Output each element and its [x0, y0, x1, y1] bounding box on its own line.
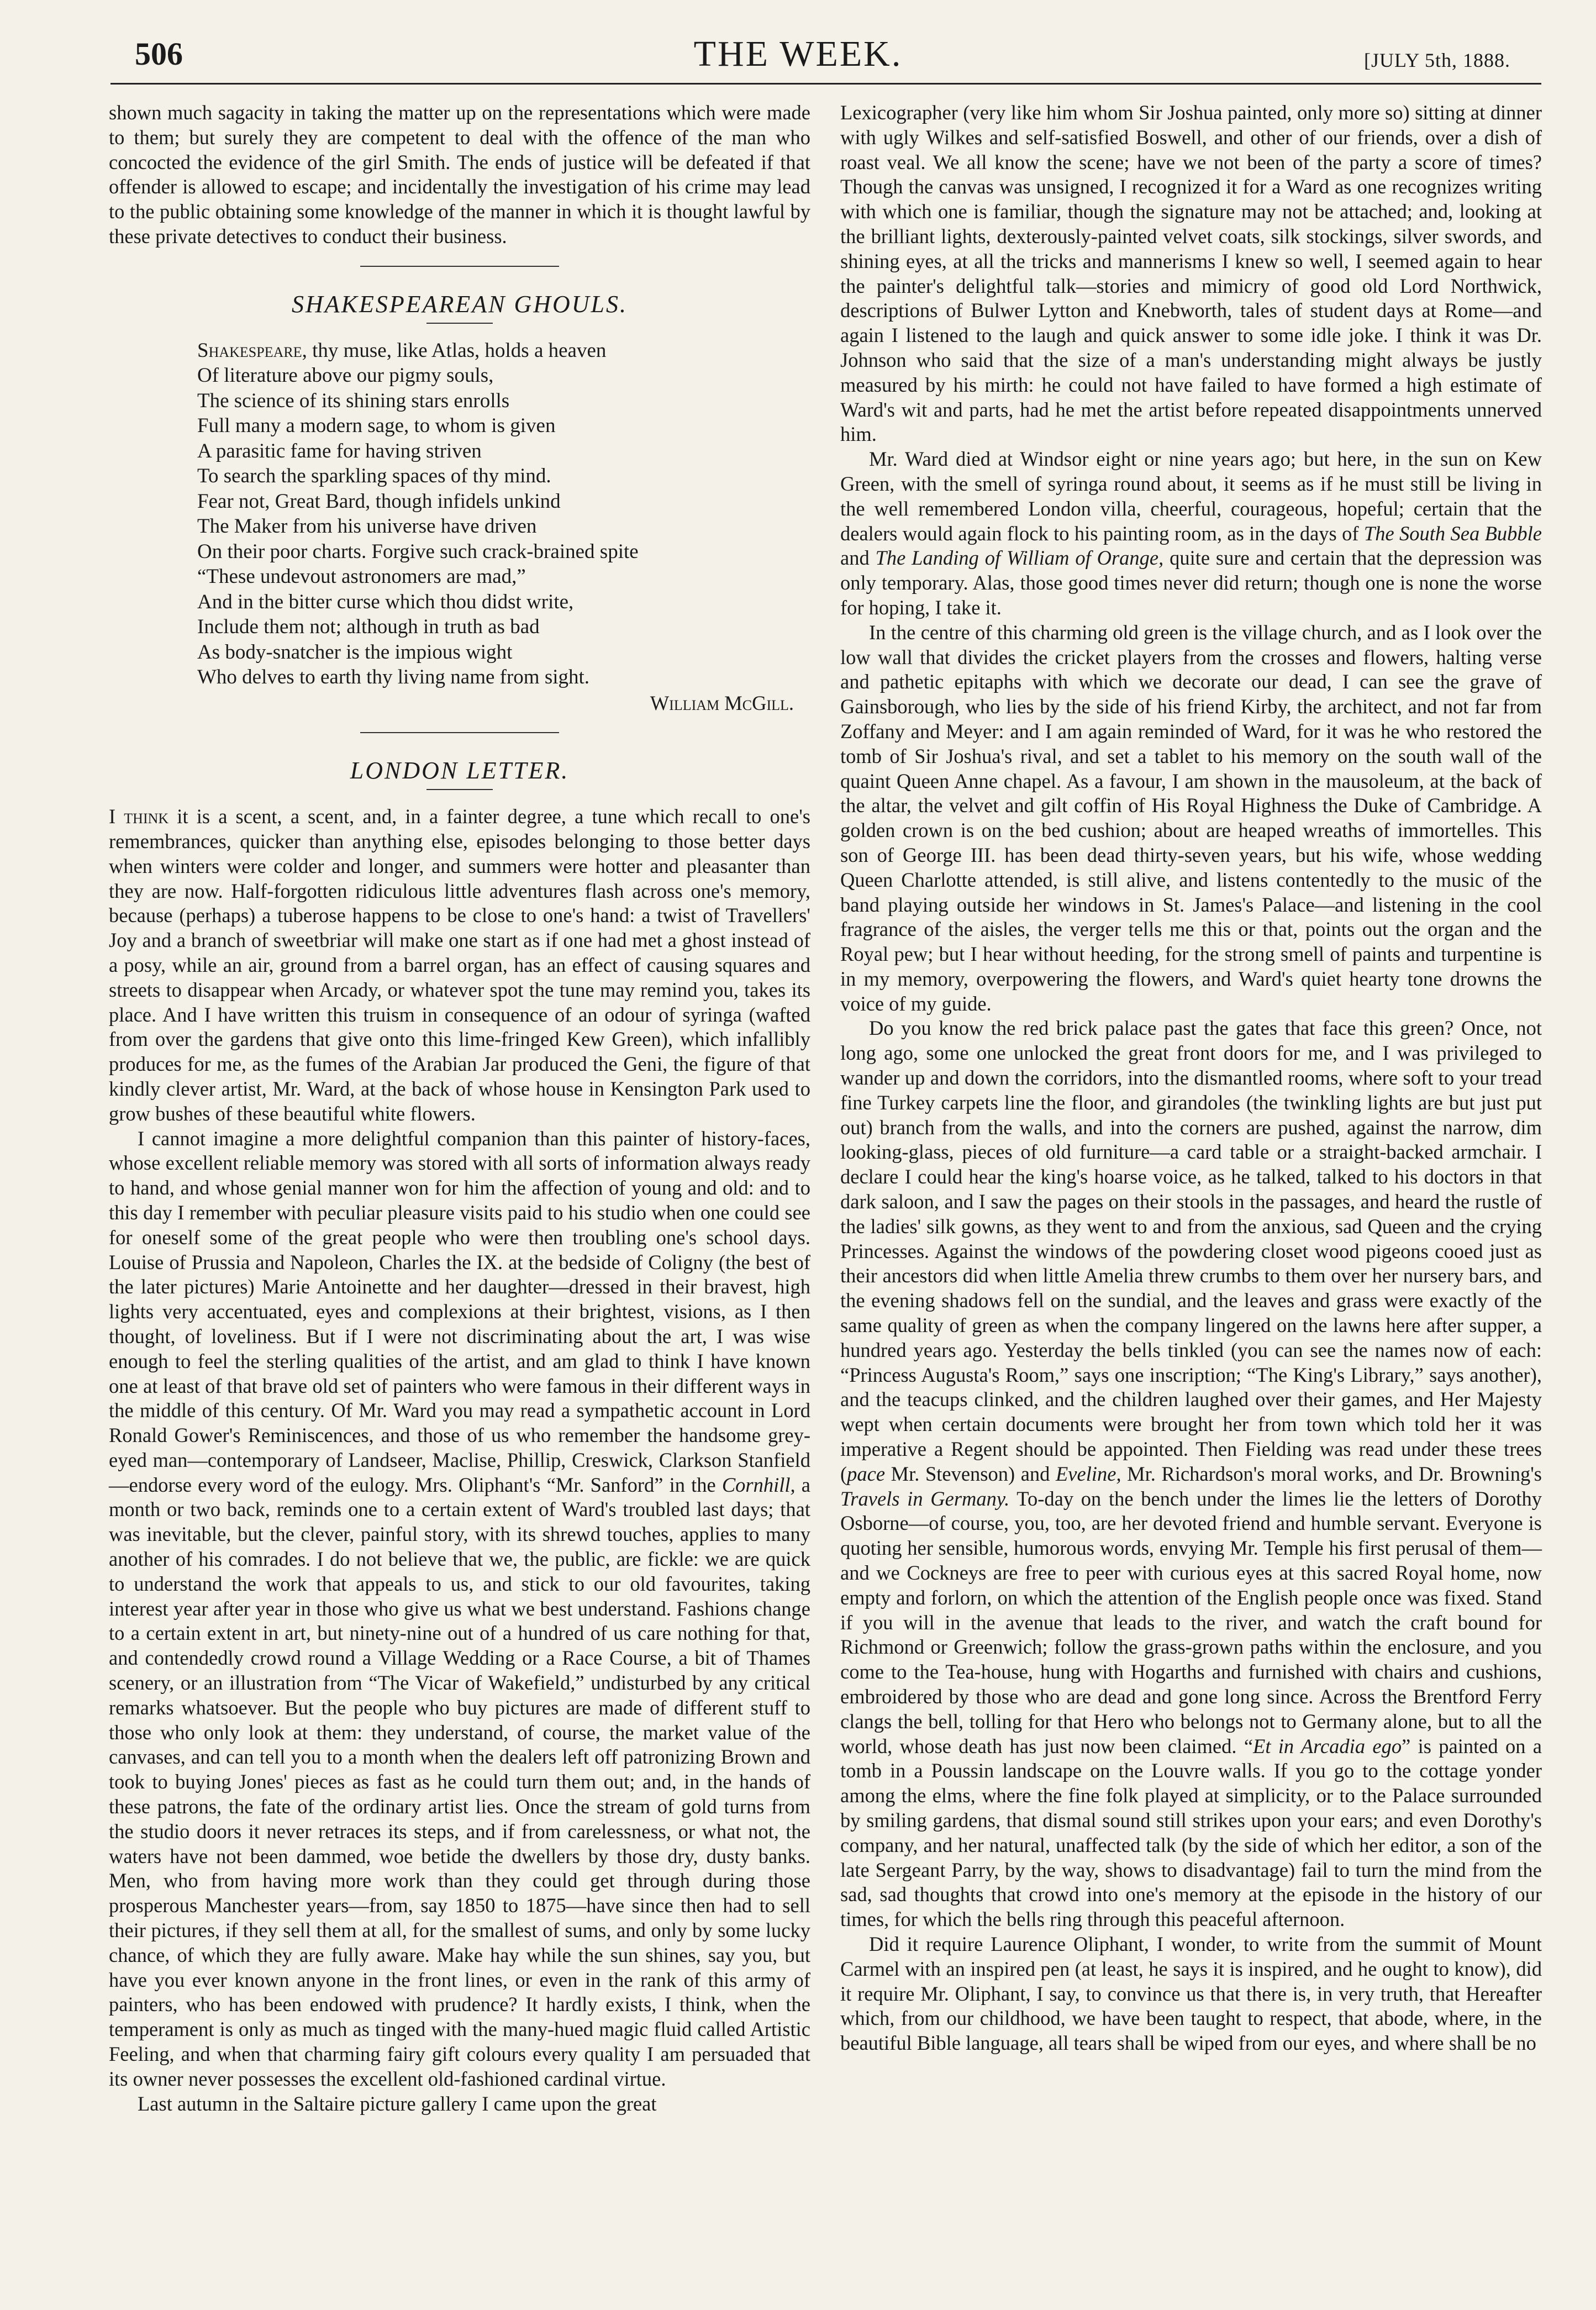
letter-paragraph: Did it require Laurence Oliphant, I wonder, to write from the summit of Mount Carmel with an inspired pen (at least, he says it is inspired, and he ought to know), did it require Mr. Oliphant, I say, to convince us that there is, in very truth, that Hereafter which, from our childhood, we have been taught to respect, that abode, where, in the beautiful Bible language, all tears shall be wiped from our eyes, and where shall be no — [840, 1932, 1542, 2055]
poem-line: “These undevout astronomers are mad,” — [197, 565, 526, 588]
letter-paragraph — [109, 1127, 810, 2092]
letter-text: Mr. Stevenson) and — [885, 1462, 1056, 1485]
header-rule — [110, 83, 1541, 85]
masthead: THE WEEK. — [693, 34, 903, 74]
poem-line — [197, 338, 810, 364]
letter-text: To-day on the bench under the limes lie the letters of Dorothy Osborne—of course, you, too, are her devoted friend and humble servant. Everyone is quoting her sensible, humorous words, envying Mr. Temple his first perusal of them—and we Cockneys are free to peer with curious eyes at this sacred Royal home, now empty and forlorn, on which the attention of the English people once was fixed. Stand if you will in the avenue that leads to the river, and watch the craft bound for Richmond or Greenwich; follow the grass-grown paths within the enclosure, and you come to the Tea-house, hung with Hogarths and furnished with chairs and cushions, embroidered by those who are dead and gone long since. Across the Brentford Ferry clangs the bell, tolling for that Hero who belongs not to Germany alone, but to all the world, whose death has just now been claimed. “ — [840, 1487, 1542, 1758]
letter-paragraph: In the centre of this charming old green is the village church, and as I look over the low wall that divides the cricket players from the crosses and flowers, halting verse and pathetic epitaphs with which we decorate our dead, I can see the grave of Gainsborough, who lies by the side of his friend Kirby, the architect, and not far from Zoffany and Meyer: and I am again reminded of Ward, for it was he who restored the tomb of Sir Joshua's rival, and set a tablet to his memory on the south wall of the quaint Queen Anne chapel. As a favour, I am shown in the mausoleum, at the back of the altar, the velvet and gilt coffin of His Royal Highness the Duke of Cambridge. A golden crown is on the bed cushion; about are heaped wreaths of immortelles. This son of George III. has been dead thirty-seven years, but his wife, whose wedding Queen Charlotte attended, is still alive, and listens contentedly to the music of the band playing outside her windows in St. James's Palace—and listening in the cool fragrance of the aisles, the verger tells me this or that, points out the organ and the Royal pew; but I hear without heeding, for the strong smell of paints and turpentine is in my memory, overpowering the flowers, and Ward's quiet hearty tone drowns the voice of my guide. — [840, 620, 1542, 1015]
poem-line: The Maker from his universe have driven — [197, 515, 537, 538]
letter-text: it is a scent, a scent, and, in a fainter degree, a tune which recall to one's remembrances, quicker than anything else, episodes belonging to those better days when winters were colder and longer, and summers were hotter and pleasanter than they are now. Half-forgotten ridiculous little adventures flash across one's memory, because (perhaps) a tuberose happens to be close to one's hand: a twist of Travellers' Joy and a branch of sweetbriar will make one start as if one had met a ghost instead of a posy, while an air, ground from a barrel organ, has an effect of causing squares and streets to disappear when Arcady, or whatever spot the tune may remind you, takes its place. And I have written this truism in consequence of an odour of syringa (wafted from over the gardens that give onto this lime-fringed Kew Green), which infallibly produces for me, as the fumes of the Arabian Jar produced the Geni, the figure of that kindly clever artist, Mr. Ward, at the back of whose house in Kensington Park used to grow bushes of these beautiful white flowers. — [109, 805, 810, 1125]
letter-paragraph — [840, 447, 1542, 620]
poem-line: Who delves to earth thy living name from sight. — [197, 666, 590, 689]
poem-line: Fear not, Great Bard, though infidels unkind — [197, 490, 561, 513]
painting-title: The Landing of William of Orange, — [875, 546, 1164, 570]
letter-paragraph — [109, 804, 810, 1126]
poem-first-line-rest: thy muse, like Atlas, holds a heaven — [307, 339, 607, 362]
poem-line: To search the sparkling spaces of thy mind. — [197, 465, 551, 488]
italic-term: pace — [847, 1462, 886, 1485]
title-rule — [426, 323, 493, 324]
poem-line: As body-snatcher is the impious wight — [197, 640, 513, 664]
letter-text: a month or two back, reminds one to a certain extent of Ward's troubled last days; that was inevitable, but the clever, painful story, with its shrewd touches, applies to many another of his comrades. I do not believe that we, the public, are fickle: we are quick to understand the work that appeals to us, and stick to our old favourites, taking interest year after year in those who give us what we best understand. Fashions change to a certain extent in art, but ninety-nine out of a hundred of us care nothing for that, and contendedly crowd round a Village Wedding or a Race Course, a bit of Thames scenery, or an illustration from “The Vicar of Wakefield,” undisturbed by any critical remarks whatsoever. But the people who buy pictures are made of different stuff to those who only look at them: they understand, of course, the market value of the canvases, and can tell you to a month when the dealers left off patronizing Brown and took to buying Jones' pieces as fast as he could turn them out; and, in the hands of these patrons, the fate of the ordinary artist lies. Once the stream of gold turns from the studio doors it never retraces its steps, and if from carelessness, or what not, the waters have not been dammed, woe betide the dwellers by those dry, dusty banks. Men, who from having more work than they could get through during those prosperous Manchester years—from, say 1850 to 1875—have since then had to sell their pictures, if they sell them at all, for the smallest of sums, and only by some lucky chance, of which they are fully aware. Make hay while the sun shines, say you, but have you ever known anyone in the front lines, or even in the rank of this army of painters, who has been endowed with prudence? It hardly exists, I think, when the temperament is only as much as tinged with the many-hued magic fluid called Artistic Feeling, and when that charming fairy gift colours every quality I am persuaded that its owner never possesses the excellent old-fashioned cardinal virtue. — [109, 1473, 810, 2090]
letter-text: and — [840, 546, 876, 570]
poem-line: Full many a modern sage, to whom is given — [197, 414, 556, 438]
poem-line: Of literature above our pigmy souls, — [197, 364, 494, 387]
book-title: Eveline, — [1056, 1462, 1121, 1485]
letter-text: ” is painted on a tomb in a Poussin landscape on the Louvre walls. If you go to the cottage yonder among the elms, where the fine folk played at simplicity, or to the Palace surrounded by smiling gardens, that dismal sound still strikes upon your ears; and even Dorothy's company, and her natural, unaffected talk (by the side of which her editor, a son of the late Sergeant Parry, by the way, shows to disadvantage) fail to turn the mind from the sad, sad thoughts that crowd into one's memory at the episode in the history of our times, for which the bells ring through this peaceful afternoon. — [840, 1734, 1542, 1931]
title-rule — [426, 789, 493, 790]
letter-text: quite sure and certain that the depression was only temporary. Alas, those good times never did return; though one is none the worse for hoping, I take it. — [840, 546, 1542, 619]
letter-paragraph: Last autumn in the Saltaire picture gallery I came upon the great — [138, 2092, 657, 2115]
letter-paragraph: Lexicographer (very like him whom Sir Joshua painted, only more so) sitting at dinner with ugly Wilkes and self-satisfied Boswell, and other of our friends, over a dish of roast veal. We all know the scene; have we not been of the party a score of times? Though the canvas was unsigned, I recognized it for a Ward as one recognizes writing with which one is familiar, though the signature may not be attached; and, looking at the brilliant lights, dexterously-painted velvet coats, silk stockings, silver swords, and shining eyes, at all the tricks and mannerisms I knew so well, I seemed again to hear the painter's delightful talk—stories and mimicry of good old Lord Northwick, descriptions of Bulwer Lytton and Knebworth, tales of student days at Rome—and again I listened to the laugh and quick answer to some idle joke. I think it was Dr. Johnson who said that the size of a man's understanding might always be justly measured by his mirth: he could not have failed to have formed a high estimate of Ward's wit and parts, had he met the artist before repeated disappointments unnerved him. — [840, 101, 1542, 446]
section-divider — [360, 266, 559, 267]
letter-text: Mr. Ward died at Windsor eight or nine years ago; but here, in the sun on Kew Green, with the smell of syringa round about, it seems as if he must still be living in the well remembered London villa, cheerful, courageous, hopeful; certain that the dealers would again flock to his painting room, as in the days of — [840, 448, 1542, 545]
book-title: Travels in Germany. — [840, 1487, 1010, 1510]
letter-first-words: I think — [109, 805, 169, 828]
letter-text: I cannot imagine a more delightful companion than this painter of history-faces, whose excellent reliable memory was stored with all sorts of information always ready to hand, and whose genial manner won for him the affection of young and old: and to this day I remember with peculiar pleasure visits paid to his studio when one could see for oneself some of the great people who were then troubling one's school days. Louise of Prussia and Napoleon, Charles the IX. at the bedside of Coligny (the best of the later pictures) Marie Antoinette and her daughter—dressed in their bravest, high lights very accentuated, eyes and complexions at their brightest, visions, as I then thought, of loveliness. But if I were not discriminating about the art, I was wise enough to feel the sterling qualities of the artist, and am glad to think I have known one at least of that brave old set of painters who were famous in their different ways in the middle of this century. Of Mr. Ward you may read a sympathetic account in Lord Ronald Gower's Reminiscences, and those of us who remember the handsome grey-eyed man—contemporary of Landseer, Maclise, Phillip, Creswick, Clarkson Stanfield—endorse every word of the eulogy. Mrs. Oliphant's “Mr. Sanford” in the — [109, 1127, 810, 1496]
poem-author: William McGill. — [650, 691, 794, 714]
letter-text: Do you know the red brick palace past the gates that face this green? Once, not long ago, some one unlocked the great front doors for me, and I was privileged to wander up and down the corridors, into the dismantled rooms, where soft to your tread fine Turkey carpets line the floor, and girandoles (the twinkling lights are but just put out) branch from the walls, and into the corners are pushed, against the narrow, dim looking-glass, pieces of old furniture—a card table or a straight-backed armchair. I declare I could hear the king's hoarse voice, as he talked, talked to his doctors in that dark saloon, and I saw the pages on their stools in the passages, and heard the rustle of the ladies' silk gowns, as they went to and from the anxious, sad Queen and the crying Princesses. Against the windows of the powdering closet wood pigeons cooed just as their ancestors did when little Amelia threw crumbs to them over her nursery bars, and the evening shadows fell on the sundial, and the leaves and grass were exactly of the same quality of green as when the company lingered on the lawns here after supper, a hundred years ago. Yesterday the bells tinkled (you can see the names now of each: “Princess Augusta's Room,” says one inscription; “The King's Library,” says another), and the teacups clinked, and the children laughed over their games, and Her Majesty wept when certain documents were brought her from town which told her it was imperative a Regent should be appointed. Then Fielding was read under these trees ( — [840, 1017, 1542, 1485]
issue-date: [JULY 5th, 1888. — [1363, 49, 1510, 71]
page-header — [0, 0, 1596, 83]
poem-line: The science of its shining stars enrolls — [197, 389, 510, 412]
poem-line: On their poor charts. Forgive such crack-brained spite — [197, 540, 639, 563]
painting-title: The South Sea Bubble — [1363, 522, 1542, 545]
page-number: 506 — [135, 36, 183, 72]
poem — [197, 338, 810, 690]
right-column — [840, 101, 1542, 2056]
letter-text: Mr. Richardson's moral works, and Dr. Browning's — [1121, 1462, 1542, 1485]
poem-title: SHAKESPEAREAN GHOULS. — [291, 290, 628, 318]
section-divider — [360, 732, 559, 733]
poem-line: A parasitic fame for having striven — [197, 439, 482, 462]
opening-paragraph: shown much sagacity in taking the matter up on the representations which were made to them; but surely they are competent to deal with the offence of the man who concocted the evidence of the girl Smith. The ends of justice will be defeated if that offender is allowed to escape; and incidentally the investigation of his crime may lead to the public obtaining some knowledge of the manner in which it is thought lawful by these private detectives to conduct their business. — [109, 101, 810, 248]
letter-title: LONDON LETTER. — [350, 757, 570, 785]
painting-inscription: Et in Arcadia ego — [1253, 1734, 1402, 1758]
poem-first-word: Shakespeare, — [197, 339, 307, 362]
left-column — [109, 101, 810, 2116]
letter-paragraph — [840, 1016, 1542, 1932]
poem-line: And in the bitter curse which thou didst write, — [197, 590, 574, 613]
magazine-title: Cornhill, — [721, 1473, 796, 1496]
poem-line: Include them not; although in truth as bad — [197, 615, 540, 639]
